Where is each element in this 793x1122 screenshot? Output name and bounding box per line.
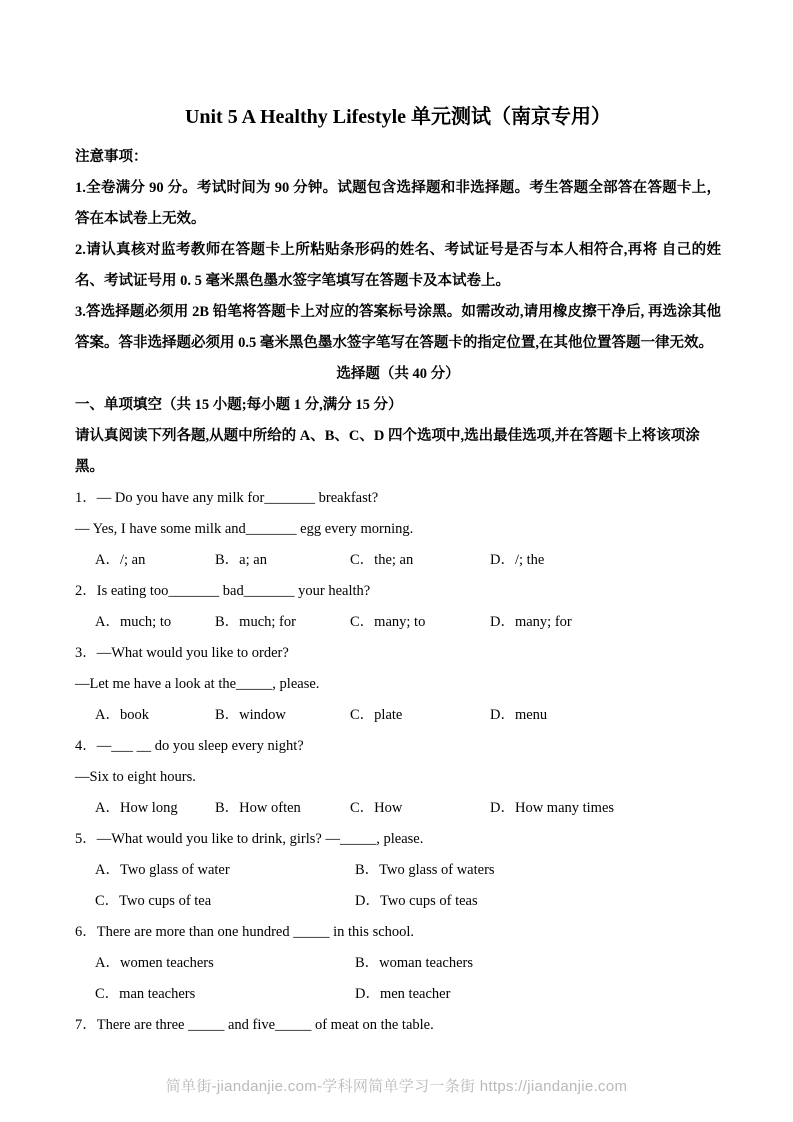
- question-line: 6．There are more than one hundred _____ in this school.: [75, 924, 415, 940]
- question-2: [75, 576, 721, 638]
- question-line: — Yes, I have some milk and_______ egg every morning.: [75, 521, 414, 537]
- page-footer: 简单街-jiandanjie.com-学科网简单学习一条街 https://jiandanjie.com: [165, 1078, 628, 1095]
- question-1-options: [75, 545, 721, 576]
- question-1: [75, 483, 721, 576]
- question-4-options: [75, 793, 721, 824]
- question-line: 7．There are three _____ and five_____ of meat on the table.: [75, 1017, 434, 1033]
- question-3: [75, 638, 721, 731]
- option-a: A．How long: [95, 800, 178, 816]
- option-d: D．Two cups of teas: [355, 893, 478, 909]
- option-c: C．man teachers: [95, 986, 196, 1002]
- notice-heading: 注意事项：: [75, 149, 148, 165]
- section-instructions: 请认真阅读下列各题,从题中所给的 A、B、C、D 四个选项中,选出最佳选项,并在答题卡上将该项涂黑。: [75, 428, 700, 475]
- section-heading-choice: 选择题（共 40 分）: [336, 366, 460, 382]
- question-line: 1．— Do you have any milk for_______ breakfast?: [75, 490, 379, 506]
- option-b: B．How often: [215, 800, 301, 816]
- question-5: [75, 824, 721, 917]
- question-7: [75, 1010, 721, 1041]
- question-6-options: [75, 948, 721, 1010]
- question-6: [75, 917, 721, 1010]
- question-line: 4．—___ __ do you sleep every night?: [75, 738, 304, 754]
- option-b: B．woman teachers: [355, 955, 473, 971]
- option-b: B．Two glass of waters: [355, 862, 495, 878]
- option-c: C．plate: [350, 707, 403, 723]
- notice-3: 3.答选择题必须用 2B 铅笔将答题卡上对应的答案标号涂黑。如需改动,请用橡皮擦干净后, 再选涂其他答案。答非选择题必须用 0.5 毫米黑色墨水签字笔写在答题卡的指定位置,在其他位置答题一律无效。: [75, 304, 721, 351]
- question-4: [75, 731, 721, 824]
- option-c: C．Two cups of tea: [95, 893, 212, 909]
- option-d: D．men teacher: [355, 986, 451, 1002]
- option-a: A．/; an: [95, 552, 146, 568]
- option-d: D．How many times: [490, 800, 615, 816]
- option-c: C．How: [350, 800, 403, 816]
- section-heading-part1: 一、单项填空（共 15 小题;每小题 1 分,满分 15 分）: [75, 397, 403, 413]
- option-c: C．the; an: [350, 552, 414, 568]
- option-b: B．much; for: [215, 614, 296, 630]
- question-line: —Six to eight hours.: [75, 769, 196, 785]
- option-d: D．menu: [490, 707, 548, 723]
- option-d: D．many; for: [490, 614, 572, 630]
- notice-2: 2.请认真核对监考教师在答题卡上所粘贴条形码的姓名、考试证号是否与本人相符合,再将 自己的姓名、考试证号用 0. 5 毫米黑色墨水签字笔填写在答题卡及本试卷上。: [75, 242, 721, 289]
- option-a: A．book: [95, 707, 149, 723]
- option-d: D．/; the: [490, 552, 545, 568]
- option-b: B．window: [215, 707, 286, 723]
- question-line: —Let me have a look at the_____, please.: [75, 676, 320, 692]
- question-3-options: [75, 700, 721, 731]
- option-a: A．much; to: [95, 614, 172, 630]
- question-line: 2．Is eating too_______ bad_______ your health?: [75, 583, 371, 599]
- question-2-options: [75, 607, 721, 638]
- option-a: A．Two glass of water: [95, 862, 230, 878]
- option-c: C．many; to: [350, 614, 426, 630]
- option-a: A．women teachers: [95, 955, 214, 971]
- question-5-options: [75, 855, 721, 917]
- option-b: B．a; an: [215, 552, 267, 568]
- question-line: 5．—What would you like to drink, girls? —_____, please.: [75, 831, 424, 847]
- page-title: Unit 5 A Healthy Lifestyle 单元测试（南京专用）: [184, 106, 612, 128]
- question-line: 3．—What would you like to order?: [75, 645, 289, 661]
- notice-1: 1.全卷满分 90 分。考试时间为 90 分钟。试题包含选择题和非选择题。考生答题全部答在答题卡上，答在本试卷上无效。: [75, 180, 721, 227]
